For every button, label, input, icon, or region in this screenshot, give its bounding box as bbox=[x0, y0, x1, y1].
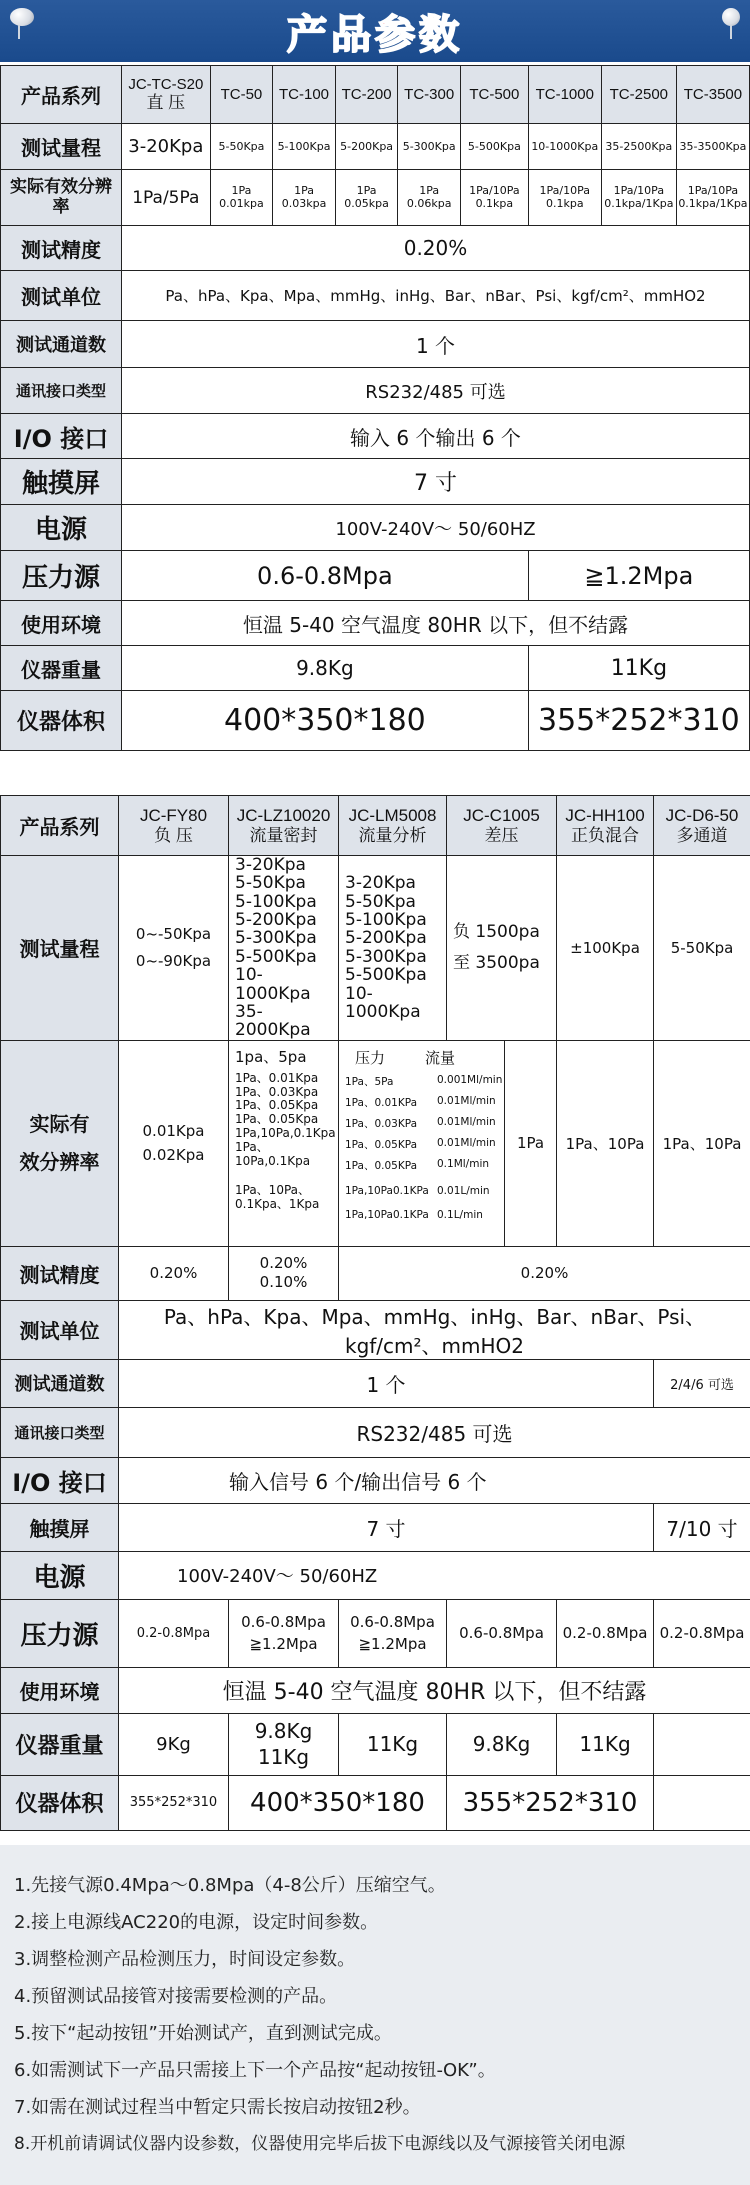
model-header: TC-50 bbox=[210, 66, 273, 124]
row-label-accuracy: 测试精度 bbox=[1, 1246, 119, 1300]
volume-cell: 355*252*310 bbox=[447, 1775, 654, 1830]
model-header: JC-HH100 正负混合 bbox=[557, 796, 654, 856]
resolution-cell: 1Pa/10Pa 0.1kpa/1Kpa bbox=[676, 170, 749, 226]
model-header: TC-1000 bbox=[528, 66, 601, 124]
volume-cell: 400*350*180 bbox=[229, 1775, 447, 1830]
model-header: TC-300 bbox=[398, 66, 461, 124]
row-label-series: 产品系列 bbox=[1, 796, 119, 856]
row-label-volume: 仪器体积 bbox=[1, 691, 122, 751]
volume-cell-empty bbox=[654, 1775, 750, 1830]
range-cell: ±100Kpa bbox=[557, 856, 654, 1041]
model-header: JC-LM5008 流量分析 bbox=[339, 796, 447, 856]
model-header: JC-C1005 差压 bbox=[447, 796, 557, 856]
spec-table-tc-series bbox=[0, 65, 750, 751]
row-label-weight: 仪器重量 bbox=[1, 646, 122, 691]
touch-value: 7 寸 bbox=[122, 459, 750, 505]
row-label-unit: 测试单位 bbox=[1, 271, 122, 321]
weight-cell-empty bbox=[654, 1713, 750, 1775]
usage-notes bbox=[0, 1835, 750, 2185]
note-item: 6.如需测试下一产品只需接上下一个产品按“起动按钮-OK”。 bbox=[14, 2052, 750, 2089]
title-box bbox=[268, 0, 482, 62]
resolution-cell: 1Pa 0.05kpa bbox=[335, 170, 398, 226]
accuracy-cell: 0.20% 0.10% bbox=[229, 1246, 339, 1300]
pressure-cell: 0.2-0.8Mpa bbox=[654, 1599, 750, 1667]
resolution-cell: 1Pa、10Pa bbox=[654, 1040, 750, 1246]
pressure-cell: 0.2-0.8Mpa bbox=[557, 1599, 654, 1667]
note-item: 4.预留测试品接管对接需要检测的产品。 bbox=[14, 1978, 750, 2015]
range-cell: 3-20Kpa 5-50Kpa 5-100Kpa 5-200Kpa 5-300Kpa 5-500Kpa 10-1000Kpa 35-2000Kpa bbox=[229, 856, 339, 1041]
note-item: 3.调整检测产品检测压力，时间设定参数。 bbox=[14, 1941, 750, 1978]
accuracy-cell: 0.20% bbox=[119, 1246, 229, 1300]
pressure-cell: 0.6-0.8Mpa bbox=[447, 1599, 557, 1667]
touch-value: 7 寸 bbox=[119, 1503, 654, 1551]
resolution-cell: 0.01Kpa 0.02Kpa bbox=[119, 1040, 229, 1246]
unit-value: Pa、hPa、Kpa、Mpa、mmHg、inHg、Bar、nBar、Psi、kgf/cm²、mmHO2 bbox=[122, 271, 750, 321]
row-label-unit: 测试单位 bbox=[1, 1300, 119, 1359]
model-header: JC-LZ10020 流量密封 bbox=[229, 796, 339, 856]
env-value: 恒温 5-40 空气温度 80HR 以下，但不结露 bbox=[122, 601, 750, 646]
range-cell: 5-50Kpa bbox=[210, 124, 273, 170]
row-label-env: 使用环境 bbox=[1, 1667, 119, 1713]
row-label-resolution: 实际有效分辨率 bbox=[1, 170, 122, 226]
resolution-cell: 1Pa/10Pa 0.1kpa bbox=[528, 170, 601, 226]
note-item: 7.如需在测试过程当中暂定只需长按启动按钮2秒。 bbox=[14, 2089, 750, 2126]
model-header: TC-3500 bbox=[676, 66, 749, 124]
weight-cell: 9.8Kg bbox=[447, 1713, 557, 1775]
note-item: 5.按下“起动按钮”开始测试产，直到测试完成。 bbox=[14, 2015, 750, 2052]
weight-value-a: 9.8Kg bbox=[122, 646, 529, 691]
unit-value: Pa、hPa、Kpa、Mpa、mmHg、inHg、Bar、nBar、Psi、kgf/cm²、mmHO2 bbox=[119, 1300, 750, 1359]
row-label-touch: 触摸屏 bbox=[1, 1503, 119, 1551]
row-label-power: 电源 bbox=[1, 505, 122, 551]
resolution-cell: 1Pa/10Pa 0.1kpa bbox=[460, 170, 528, 226]
row-label-interface: 通讯接口类型 bbox=[1, 1407, 119, 1457]
weight-cell: 11Kg bbox=[339, 1713, 447, 1775]
range-cell: 5-50Kpa bbox=[654, 856, 750, 1041]
resolution-cell: 1Pa 0.06kpa bbox=[398, 170, 461, 226]
row-label-io: I/O 接口 bbox=[1, 414, 122, 459]
resolution-cell: 1Pa bbox=[505, 1040, 557, 1246]
row-label-touch: 触摸屏 bbox=[1, 459, 122, 505]
model-header: TC-2500 bbox=[601, 66, 676, 124]
range-cell: 35-2500Kpa bbox=[601, 124, 676, 170]
range-cell: 5-300Kpa bbox=[398, 124, 461, 170]
volume-cell: 355*252*310 bbox=[119, 1775, 229, 1830]
io-value: 输入信号 6 个/输出信号 6 个 bbox=[119, 1457, 750, 1503]
pressure-cell: 0.2-0.8Mpa bbox=[119, 1599, 229, 1667]
interface-value: RS232/485 可选 bbox=[119, 1407, 750, 1457]
touch-value-d6: 7/10 寸 bbox=[654, 1503, 750, 1551]
pressure-cell: 0.6-0.8Mpa ≧1.2Mpa bbox=[339, 1599, 447, 1667]
row-label-pressure: 压力源 bbox=[1, 551, 122, 601]
channels-value: 1 个 bbox=[122, 321, 750, 368]
weight-cell: 11Kg bbox=[557, 1713, 654, 1775]
range-cell: 3-20Kpa bbox=[122, 124, 211, 170]
row-label-pressure: 压力源 bbox=[1, 1599, 119, 1667]
pushpin-icon bbox=[722, 8, 740, 26]
range-cell: 5-100Kpa bbox=[273, 124, 336, 170]
row-label-series: 产品系列 bbox=[1, 66, 122, 124]
accuracy-value: 0.20% bbox=[122, 226, 750, 271]
power-value: 100V-240V～ 50/60HZ bbox=[122, 505, 750, 551]
weight-value-b: 11Kg bbox=[528, 646, 749, 691]
resolution-cell: 1Pa/10Pa 0.1kpa/1Kpa bbox=[601, 170, 676, 226]
model-header: TC-200 bbox=[335, 66, 398, 124]
power-value: 100V-240V～ 50/60HZ bbox=[119, 1551, 750, 1599]
note-item: 1.先接气源0.4Mpa～0.8Mpa（4-8公斤）压缩空气。 bbox=[14, 1867, 750, 1904]
interface-value: RS232/485 可选 bbox=[122, 368, 750, 414]
weight-cell: 9.8Kg 11Kg bbox=[229, 1713, 339, 1775]
row-label-volume: 仪器体积 bbox=[1, 1775, 119, 1830]
note-item: 2.接上电源线AC220的电源，设定时间参数。 bbox=[14, 1904, 750, 1941]
resolution-cell: 1Pa、10Pa bbox=[557, 1040, 654, 1246]
row-label-env: 使用环境 bbox=[1, 601, 122, 646]
accuracy-cell: 0.20% bbox=[339, 1246, 750, 1300]
resolution-cell: 1Pa 0.01kpa bbox=[210, 170, 273, 226]
title-banner bbox=[0, 0, 750, 62]
page-title: 产品参数 bbox=[287, 3, 463, 60]
row-label-range: 测试量程 bbox=[1, 856, 119, 1041]
row-label-accuracy: 测试精度 bbox=[1, 226, 122, 271]
spec-table-special-series bbox=[0, 795, 750, 1831]
channels-value: 1 个 bbox=[119, 1359, 654, 1407]
resolution-cell: 1Pa/5Pa bbox=[122, 170, 211, 226]
row-label-resolution: 实际有 效分辨率 bbox=[1, 1040, 119, 1246]
model-header: JC-FY80 负 压 bbox=[119, 796, 229, 856]
row-label-power: 电源 bbox=[1, 1551, 119, 1599]
model-header: TC-100 bbox=[273, 66, 336, 124]
row-label-channels: 测试通道数 bbox=[1, 321, 122, 368]
pressure-cell: 0.6-0.8Mpa ≧1.2Mpa bbox=[229, 1599, 339, 1667]
weight-cell: 9Kg bbox=[119, 1713, 229, 1775]
model-header: JC-D6-50 多通道 bbox=[654, 796, 750, 856]
pressure-value-b: ≧1.2Mpa bbox=[528, 551, 749, 601]
range-cell: 5-500Kpa bbox=[460, 124, 528, 170]
row-label-weight: 仪器重量 bbox=[1, 1713, 119, 1775]
row-label-io: I/O 接口 bbox=[1, 1457, 119, 1503]
note-item: 8.开机前请调试仪器内设参数，仪器使用完毕后拔下电源线以及气源接管关闭电源 bbox=[14, 2126, 750, 2163]
range-cell: 3-20Kpa 5-50Kpa 5-100Kpa 5-200Kpa 5-300Kpa 5-500Kpa 10-1000Kpa bbox=[339, 856, 447, 1041]
resolution-cell: 1Pa 0.03kpa bbox=[273, 170, 336, 226]
model-header: JC-TC-S20 直 压 bbox=[122, 66, 211, 124]
io-value: 输入 6 个输出 6 个 bbox=[122, 414, 750, 459]
volume-value-a: 400*350*180 bbox=[122, 691, 529, 751]
volume-value-b: 355*252*310 bbox=[528, 691, 749, 751]
col-header-flow: 流量 bbox=[425, 1047, 455, 1068]
range-cell: 10-1000Kpa bbox=[528, 124, 601, 170]
model-header: TC-500 bbox=[460, 66, 528, 124]
range-cell: 0~-50Kpa 0~-90Kpa bbox=[119, 856, 229, 1041]
range-cell: 负 1500pa 至 3500pa bbox=[447, 856, 557, 1041]
range-cell: 5-200Kpa bbox=[335, 124, 398, 170]
env-value: 恒温 5-40 空气温度 80HR 以下，但不结露 bbox=[119, 1667, 750, 1713]
row-label-channels: 测试通道数 bbox=[1, 1359, 119, 1407]
col-header-pressure: 压力 bbox=[355, 1047, 385, 1068]
resolution-cell: 1pa、5pa 1Pa、0.01Kpa 1Pa、0.03Kpa 1Pa、0.05Kpa 1Pa、0.05Kpa 1Pa,10Pa,0.1Kpa 1Pa、10Pa,0.1Kpa 1Pa、10Pa、 0.1Kpa、1Kpa bbox=[229, 1040, 339, 1246]
pressure-value-a: 0.6-0.8Mpa bbox=[122, 551, 529, 601]
row-label-interface: 通讯接口类型 bbox=[1, 368, 122, 414]
channels-value-d6: 2/4/6 可选 bbox=[654, 1359, 750, 1407]
range-cell: 35-3500Kpa bbox=[676, 124, 749, 170]
row-label-range: 测试量程 bbox=[1, 124, 122, 170]
pushpin-icon bbox=[10, 8, 34, 26]
resolution-cell: 压力 流量 1Pa、5Pa 0.001Ml/min 1Pa、0.01KPa 0.01Ml/min 1Pa、0.03KPa 0.01Ml/min 1Pa、0.05KPa 0.01Ml/min 1Pa、0.05KPa 0.1Ml/min 1Pa,10Pa0.1KPa 0.01L/min 1Pa,10Pa0.1KPa 0.1L/min bbox=[339, 1040, 505, 1246]
